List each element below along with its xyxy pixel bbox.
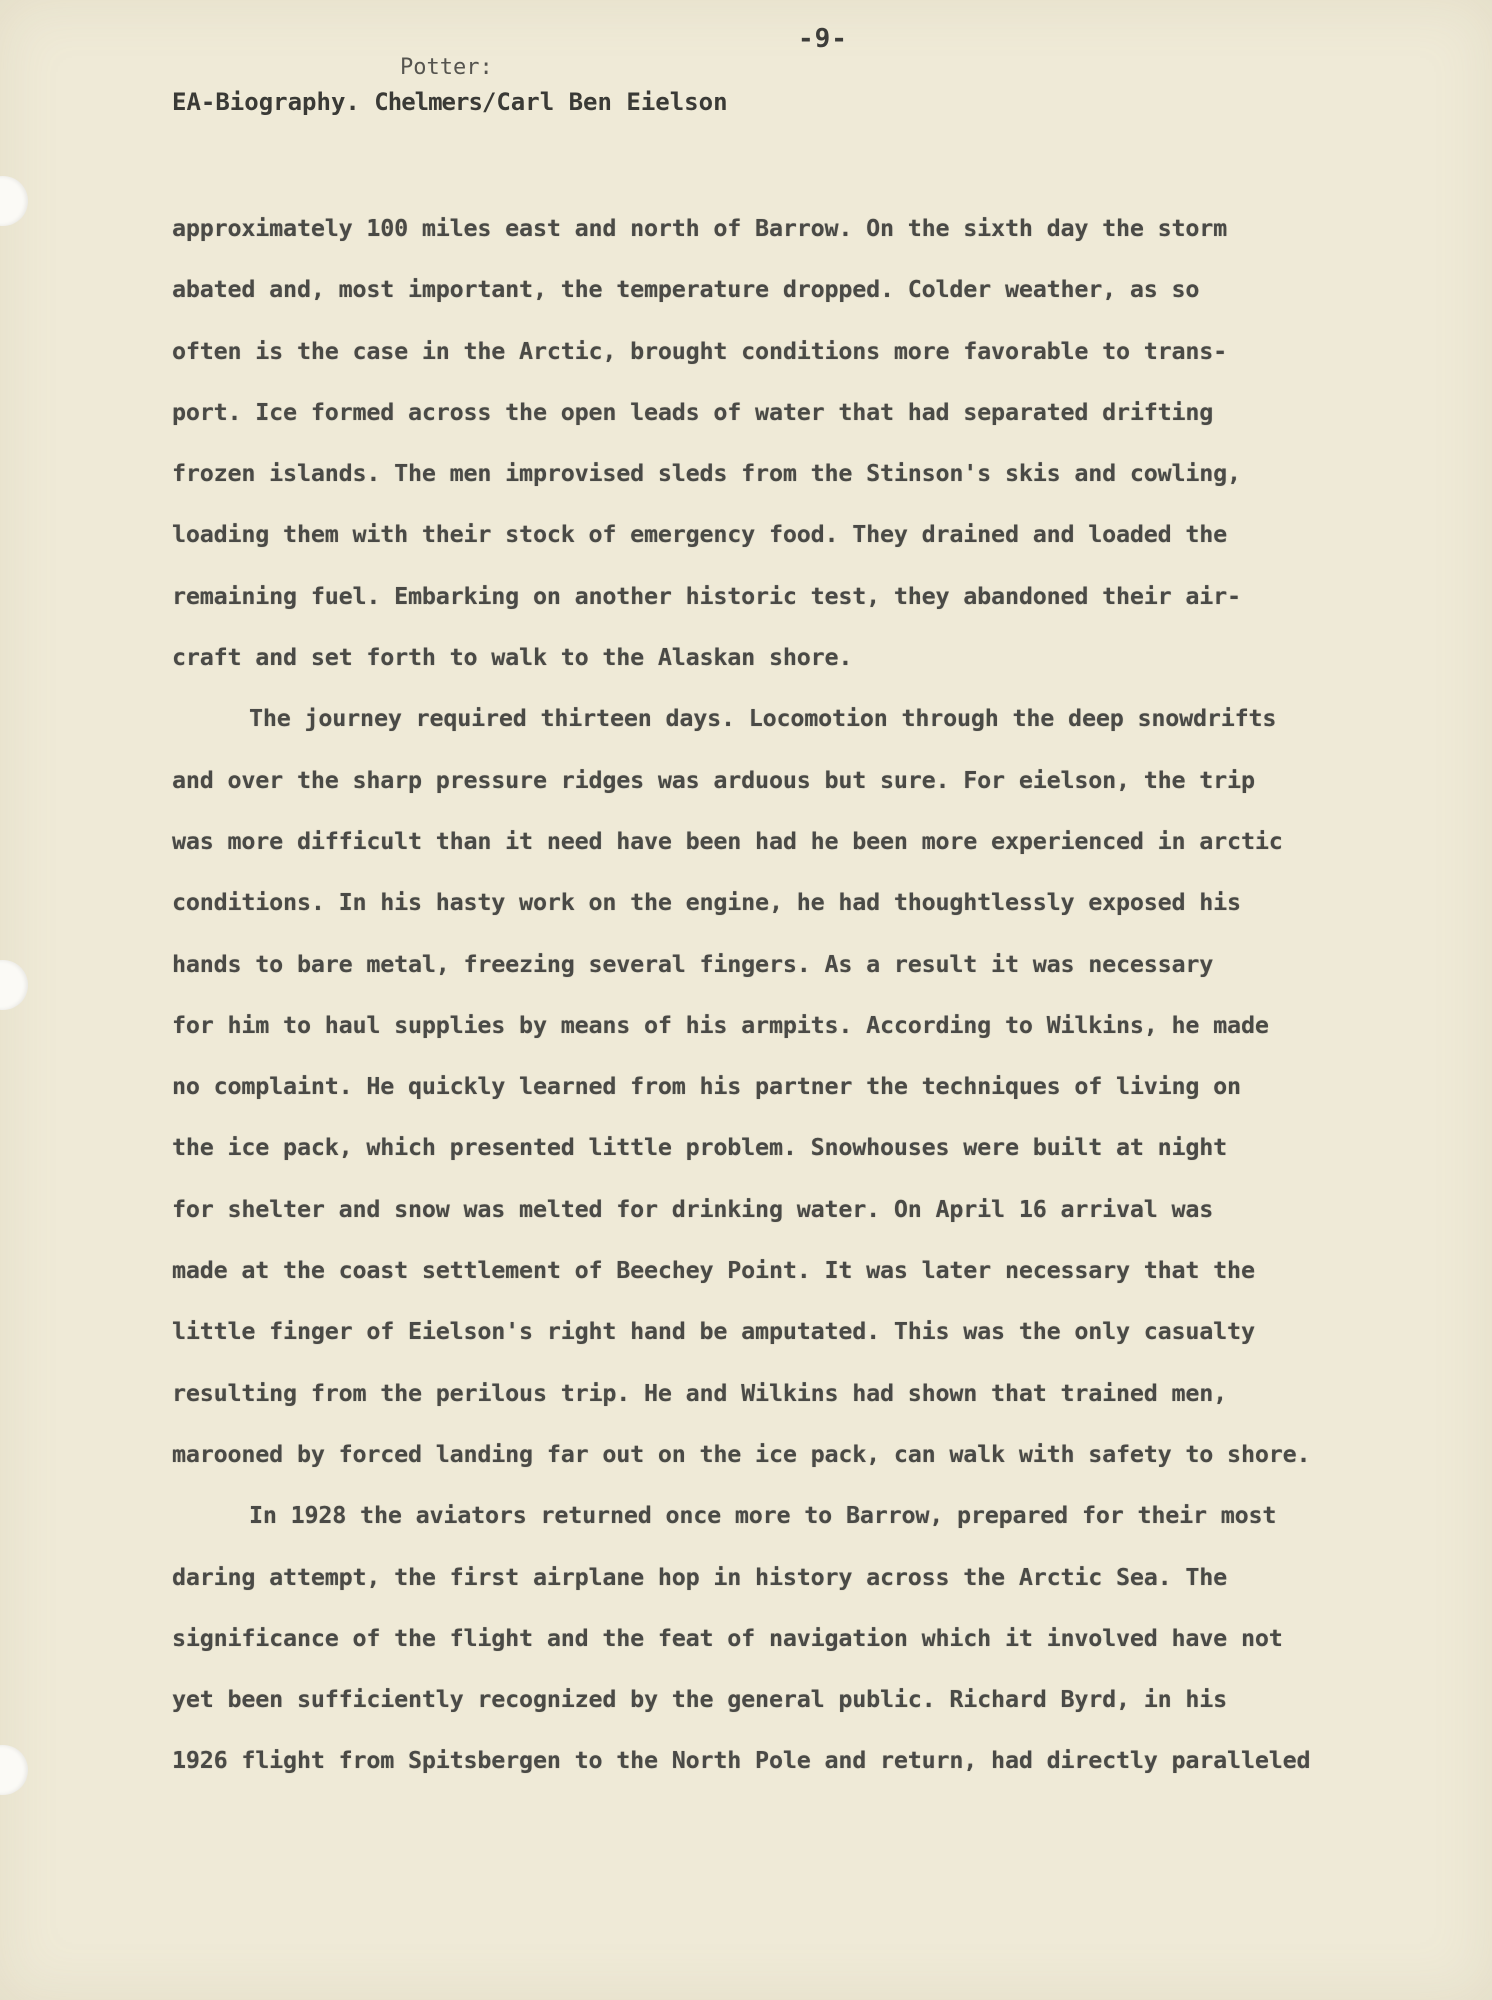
punch-hole bbox=[0, 1745, 28, 1795]
text-line: frozen islands. The men improvised sleds from the Stinson's skis and cowling, bbox=[172, 459, 1241, 488]
text-line: often is the case in the Arctic, brought conditions more favorable to trans- bbox=[172, 336, 1228, 365]
header-slash: / bbox=[481, 88, 497, 116]
text-line: craft and set forth to walk to the Alaskan shore. bbox=[172, 643, 853, 672]
text-line: loading them with their stock of emergency food. They drained and loaded the bbox=[172, 520, 1228, 549]
text-line: approximately 100 miles east and north of Barrow. On the sixth day the storm bbox=[172, 214, 1228, 242]
text-line: made at the coast settlement of Beechey Point. It was later necessary that the bbox=[172, 1256, 1255, 1285]
punch-hole bbox=[0, 960, 28, 1010]
text-line: hands to bare metal, freezing several fingers. As a result it was necessary bbox=[172, 949, 1214, 978]
text-line: remaining fuel. Embarking on another historic test, they abandoned their air- bbox=[172, 581, 1241, 610]
text-line: significance of the flight and the feat of navigation which it involved have not bbox=[172, 1623, 1283, 1652]
text-line: yet been sufficiently recognized by the general public. Richard Byrd, in his bbox=[172, 1685, 1228, 1714]
header-label: EA-Biography. bbox=[172, 88, 360, 116]
page-number: -9- bbox=[798, 24, 848, 54]
punch-hole bbox=[0, 176, 28, 226]
text-line: The journey required thirteen days. Locomotion through the deep snowdrifts bbox=[249, 704, 1277, 733]
body-text bbox=[172, 198, 1432, 1792]
text-line: little finger of Eielson's right hand be amputated. This was the only casualty bbox=[172, 1317, 1255, 1346]
text-line: resulting from the perilous trip. He and Wilkins had shown that trained men, bbox=[172, 1378, 1228, 1407]
header-struck-name: Chelmers bbox=[374, 88, 482, 116]
text-line: In 1928 the aviators returned once more to Barrow, prepared for their most bbox=[249, 1501, 1277, 1530]
text-line: 1926 flight from Spitsbergen to the North Pole and return, had directly paralleled bbox=[172, 1746, 1311, 1775]
page-header bbox=[172, 88, 728, 116]
header-handwritten-insert: Potter: bbox=[400, 55, 493, 80]
text-line: marooned by forced landing far out on the ice pack, can walk with safety to shore. bbox=[172, 1439, 1311, 1468]
text-line: for him to haul supplies by means of his armpits. According to Wilkins, he made bbox=[172, 1010, 1269, 1039]
text-line: no complaint. He quickly learned from his partner the techniques of living on bbox=[172, 1072, 1241, 1101]
text-line: was more difficult than it need have been had he been more experienced in arctic bbox=[172, 826, 1283, 855]
text-line: daring attempt, the first airplane hop in history across the Arctic Sea. The bbox=[172, 1562, 1228, 1591]
text-line: port. Ice formed across the open leads of water that had separated drifting bbox=[172, 397, 1214, 426]
text-line: the ice pack, which presented little problem. Snowhouses were built at night bbox=[172, 1133, 1228, 1162]
text-line: conditions. In his hasty work on the engine, he had thoughtlessly exposed his bbox=[172, 888, 1241, 917]
text-line: for shelter and snow was melted for drinking water. On April 16 arrival was bbox=[172, 1194, 1214, 1223]
header-subject: Carl Ben Eielson bbox=[496, 88, 728, 116]
text-line: abated and, most important, the temperature dropped. Colder weather, as so bbox=[172, 275, 1200, 304]
text-line: and over the sharp pressure ridges was arduous but sure. For eielson, the trip bbox=[172, 765, 1255, 794]
